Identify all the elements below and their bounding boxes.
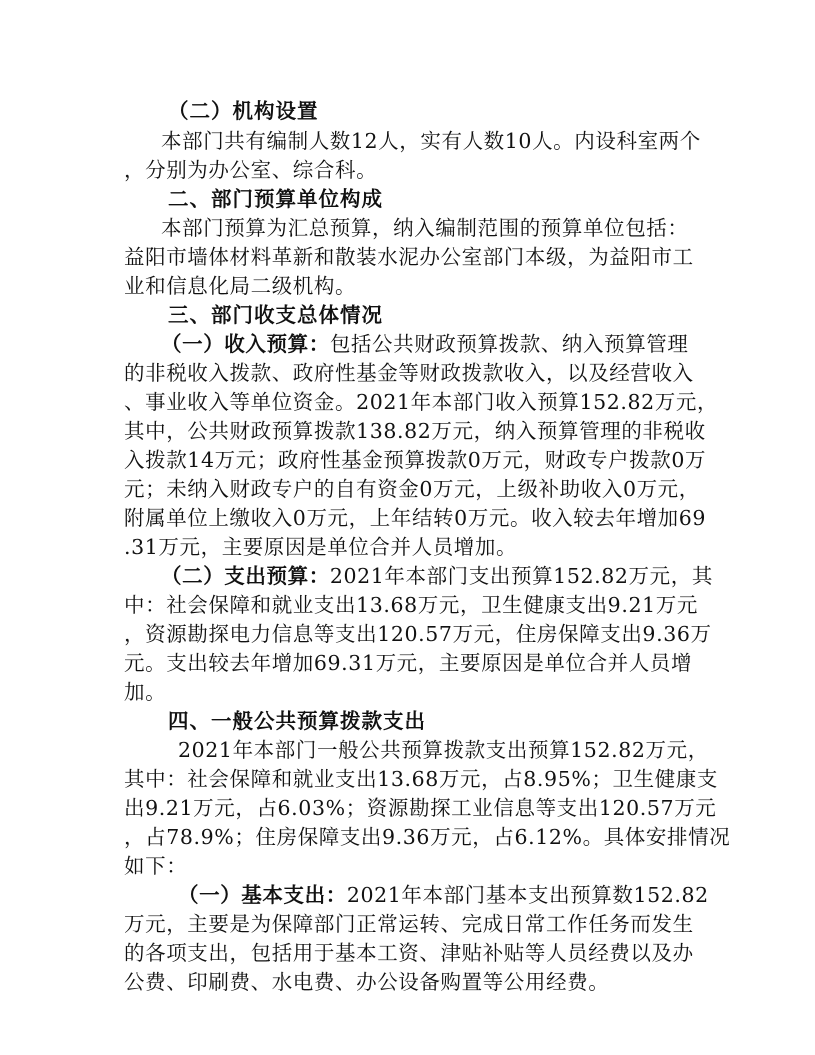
general-line-2: 其中：社会保障和就业支出13.68万元，占8.95%；卫生健康支 [124, 767, 719, 791]
general-line-3: 出9.21万元，占6.03%；资源勘探工业信息等支出120.57万元 [124, 796, 717, 820]
income-label: （一）收入预算： [161, 332, 330, 356]
income-line-6: 元；未纳入财政专户的自有资金0万元，上级补助收入0万元， [124, 477, 700, 501]
section-overall-title: 三、部门收支总体情况 [168, 303, 383, 327]
income-line-7: 附属单位上缴收入0万元，上年结转0万元。收入较去年增加69 [124, 506, 707, 530]
budget-unit-line-2: 益阳市墙体材料革新和散装水泥办公室部门本级，为益阳市工 [124, 245, 694, 269]
income-line-2: 的非税收入拨款、政府性基金等财政拨款收入，以及经营收入 [124, 361, 694, 385]
basic-line-4: 公费、印刷费、水电费、办公设备购置等公用经费。 [124, 970, 610, 994]
expense-line-1: 2021年本部门支出预算152.82万元，其 [329, 564, 713, 588]
section-general-title: 四、一般公共预算拨款支出 [168, 709, 426, 733]
expense-line-5: 加。 [124, 680, 167, 704]
basic-label: （一）基本支出： [178, 883, 347, 907]
basic-line-2: 万元，主要是为保障部门正常运转、完成日常工作任务而发生 [124, 912, 694, 936]
income-line-3: 、事业收入等单位资金。2021年本部门收入预算152.82万元， [124, 390, 719, 414]
income-line-5: 入拨款14万元；政府性基金预算拨款0万元，财政专户拨款0万 [124, 448, 707, 472]
expense-line-4: 元。支出较去年增加69.31万元，主要原因是单位合并人员增 [124, 651, 693, 675]
income-line-8: .31万元，主要原因是单位合并人员增加。 [124, 535, 518, 559]
expense-line-2: 中：社会保障和就业支出13.68万元，卫生健康支出9.21万元 [124, 593, 698, 617]
org-line-2: ，分别为办公室、综合科。 [124, 158, 378, 182]
income-line-4: 其中，公共财政预算拨款138.82万元，纳入预算管理的非税收 [124, 419, 706, 443]
income-first-line [161, 329, 689, 359]
expense-first-line [161, 561, 713, 591]
basic-first-line [178, 880, 709, 910]
general-line-5: 如下： [124, 854, 188, 878]
general-line-4: ，占78.9%；住房保障支出9.36万元，占6.12%。具体安排情况 [124, 825, 731, 849]
budget-unit-line-3: 业和信息化局二级机构。 [124, 274, 357, 298]
income-line-1: 包括公共财政预算拨款、纳入预算管理 [329, 332, 689, 356]
expense-label: （二）支出预算： [161, 564, 330, 588]
budget-unit-line-1: 本部门预算为汇总预算，纳入编制范围的预算单位包括： [161, 216, 689, 240]
section-budget-unit-title: 二、部门预算单位构成 [168, 187, 383, 211]
expense-line-3: ，资源勘探电力信息等支出120.57万元，住房保障支出9.36万 [124, 622, 712, 646]
basic-line-3: 的各项支出，包括用于基本工资、津贴补贴等人员经费以及办 [124, 941, 694, 965]
basic-line-1: 2021年本部门基本支出预算数152.82 [346, 883, 709, 907]
general-line-1: 2021年本部门一般公共预算拨款支出预算152.82万元， [178, 738, 709, 762]
section-org-title: （二）机构设置 [168, 99, 319, 123]
org-line-1: 本部门共有编制人数12人，实有人数10人。内设科室两个 [161, 129, 701, 153]
